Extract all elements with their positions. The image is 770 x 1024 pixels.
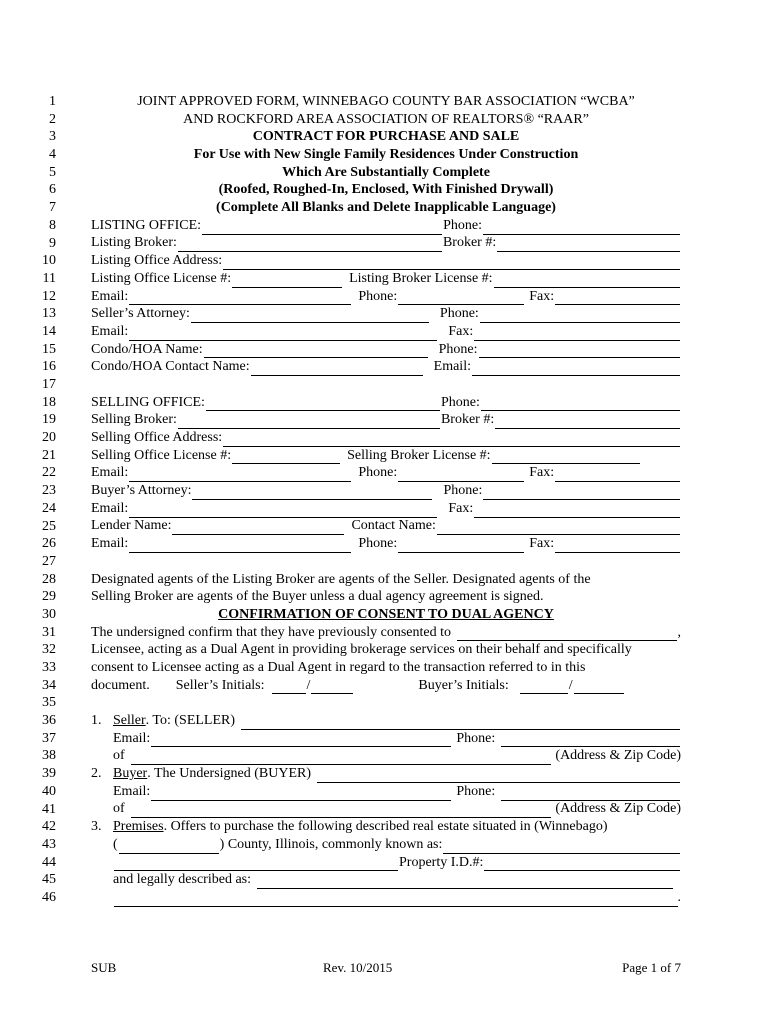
line-number: 20 bbox=[42, 430, 56, 446]
buyer-phone-label: Phone: bbox=[456, 783, 496, 799]
line-number: 18 bbox=[42, 394, 56, 410]
listing-broker-row bbox=[91, 235, 681, 253]
selling-office-license-field[interactable] bbox=[232, 450, 340, 464]
buyer-attorney-label: Buyer’s Attorney: bbox=[91, 483, 192, 499]
header-line-1 bbox=[91, 93, 681, 111]
line-number: 8 bbox=[49, 217, 56, 233]
line-number: 25 bbox=[42, 518, 56, 534]
selling-broker-field[interactable] bbox=[178, 415, 440, 429]
listing-address-label: Listing Office Address: bbox=[91, 253, 223, 269]
dual-agency-heading: CONFIRMATION OF CONSENT TO DUAL AGENCY bbox=[218, 606, 554, 622]
line-number: 3 bbox=[49, 129, 56, 145]
header-line-7 bbox=[91, 199, 681, 217]
seller-email-row bbox=[91, 730, 681, 748]
header-line-3 bbox=[91, 128, 681, 146]
listing-office-label: LISTING OFFICE: bbox=[91, 217, 202, 233]
premises-number: 3. bbox=[91, 819, 102, 835]
buyer-heading: Buyer bbox=[113, 766, 148, 782]
lender-phone-field[interactable] bbox=[398, 539, 524, 553]
seller-name-field[interactable] bbox=[241, 716, 680, 730]
buyer-attorney-email-field[interactable] bbox=[129, 504, 437, 518]
condo-contact-label: Condo/HOA Contact Name: bbox=[91, 359, 250, 375]
line-number: 33 bbox=[42, 660, 56, 675]
selling-email-phone-field[interactable] bbox=[398, 468, 524, 482]
buyer-undersigned-text: . The Undersigned (BUYER) bbox=[147, 766, 312, 782]
header-line-4 bbox=[91, 146, 681, 164]
seller-attorney-email-label: Email: bbox=[91, 323, 129, 339]
seller-attorney-email-field[interactable] bbox=[129, 327, 437, 341]
selling-broker-row bbox=[91, 411, 681, 429]
seller-of-label: of bbox=[113, 748, 125, 764]
line-numbers bbox=[0, 93, 56, 907]
line-number: 31 bbox=[42, 624, 56, 640]
condo-email-label: Email: bbox=[433, 359, 471, 375]
listing-address-field[interactable] bbox=[223, 256, 680, 270]
line-number: 10 bbox=[42, 253, 56, 269]
line-number: 39 bbox=[42, 766, 56, 782]
agency-text-1: Designated agents of the Listing Broker are agents of the Seller. Designated agents of the bbox=[91, 571, 591, 587]
selling-fax-field[interactable] bbox=[555, 468, 680, 482]
selling-address-field[interactable] bbox=[223, 433, 680, 447]
line-number: 44 bbox=[42, 854, 56, 870]
contract-title: CONTRACT FOR PURCHASE AND SALE bbox=[252, 129, 520, 145]
condo-name-row bbox=[91, 341, 681, 359]
county-row bbox=[91, 836, 681, 854]
buyer-attorney-row bbox=[91, 482, 681, 500]
listing-fax-field[interactable] bbox=[555, 291, 680, 305]
line-number: 6 bbox=[49, 182, 56, 198]
lender-name-field[interactable] bbox=[172, 521, 344, 535]
legal-description-row-2 bbox=[91, 889, 681, 907]
selling-email-label: Email: bbox=[91, 465, 129, 481]
agency-comma: , bbox=[677, 624, 681, 640]
buyer-email-field[interactable] bbox=[151, 787, 451, 801]
seller-attorney-email-row bbox=[91, 323, 681, 341]
buyer-attorney-fax-field[interactable] bbox=[474, 504, 680, 518]
condo-name-label: Condo/HOA Name: bbox=[91, 341, 203, 357]
lender-contact-label: Contact Name: bbox=[351, 518, 436, 534]
buyer-attorney-phone-field[interactable] bbox=[483, 486, 680, 500]
condo-name-field[interactable] bbox=[204, 344, 428, 358]
listing-broker-field[interactable] bbox=[178, 238, 442, 252]
line-number: 35 bbox=[42, 695, 56, 711]
selling-office-row bbox=[91, 394, 681, 412]
agency-line-31 bbox=[91, 624, 681, 642]
buyer-attorney-fax-label: Fax: bbox=[448, 500, 474, 516]
line-number: 26 bbox=[42, 536, 56, 552]
blank-row bbox=[91, 694, 681, 712]
condo-contact-field[interactable] bbox=[251, 362, 423, 376]
seller-heading: Seller bbox=[113, 713, 146, 729]
legal-description-row bbox=[91, 871, 681, 889]
agency-document-word: document. bbox=[91, 677, 150, 693]
agency-line-33 bbox=[91, 659, 681, 677]
agency-consent-text: The undersigned confirm that they have previously consented to bbox=[91, 624, 452, 640]
condo-phone-field[interactable] bbox=[479, 344, 681, 358]
lender-email-label: Email: bbox=[91, 536, 129, 552]
buyer-row bbox=[91, 765, 681, 783]
selling-broker-license-field[interactable] bbox=[492, 450, 640, 464]
buyer-address-field[interactable] bbox=[131, 804, 552, 818]
property-id-field[interactable] bbox=[484, 857, 680, 871]
agency-line-28 bbox=[91, 571, 681, 589]
lender-contact-field[interactable] bbox=[437, 521, 680, 535]
seller-attorney-label: Seller’s Attorney: bbox=[91, 306, 190, 322]
seller-attorney-phone-label: Phone: bbox=[439, 306, 479, 322]
seller-phone-label: Phone: bbox=[456, 730, 496, 746]
header-line-5 bbox=[91, 164, 681, 182]
line-number: 4 bbox=[49, 147, 56, 163]
county-open-paren: ( bbox=[113, 836, 118, 852]
seller-email-label: Email: bbox=[113, 730, 151, 746]
listing-phone-label: Phone: bbox=[443, 217, 482, 233]
lender-fax-label: Fax: bbox=[529, 536, 555, 552]
dual-agency-heading-row bbox=[91, 606, 681, 624]
selling-phone-label: Phone: bbox=[440, 394, 480, 410]
seller-phone-field[interactable] bbox=[501, 733, 680, 747]
legal-description-period: . bbox=[677, 889, 681, 905]
seller-attorney-field[interactable] bbox=[191, 309, 429, 323]
line-number: 27 bbox=[42, 553, 56, 569]
form-title-line-1: JOINT APPROVED FORM, WINNEBAGO COUNTY BAR ASSOCIATION “WCBA” bbox=[137, 93, 635, 109]
seller-initials-field-1[interactable] bbox=[272, 680, 306, 694]
buyer-number: 2. bbox=[91, 766, 102, 782]
seller-to-text: . To: (SELLER) bbox=[145, 713, 236, 729]
seller-attorney-phone-field[interactable] bbox=[480, 309, 680, 323]
line-number: 21 bbox=[42, 447, 56, 463]
lender-phone-label: Phone: bbox=[358, 536, 398, 552]
selling-address-row bbox=[91, 429, 681, 447]
footer-page-number: Page 1 of 7 bbox=[622, 960, 681, 975]
condo-phone-label: Phone: bbox=[438, 341, 478, 357]
seller-initials-field-2[interactable] bbox=[311, 680, 353, 694]
buyer-initials-slash: / bbox=[568, 677, 573, 693]
listing-email-phone-label: Phone: bbox=[358, 288, 398, 304]
line-number: 34 bbox=[42, 677, 56, 693]
buyer-address-row bbox=[91, 801, 681, 819]
listing-broker-license-label: Listing Broker License #: bbox=[349, 270, 493, 286]
listing-broker-num-label: Broker #: bbox=[442, 235, 497, 251]
subtitle-1: For Use with New Single Family Residences Under Construction bbox=[193, 147, 579, 163]
property-id-label: Property I.D.#: bbox=[399, 854, 484, 870]
agency-text-4: consent to Licensee acting as a Dual Agent in regard to the transaction referred to in this bbox=[91, 659, 586, 675]
line-number: 43 bbox=[42, 836, 56, 852]
seller-address-zip-label: (Address & Zip Code) bbox=[555, 748, 681, 764]
line-number: 2 bbox=[49, 111, 56, 127]
page-footer bbox=[91, 960, 681, 978]
line-number: 38 bbox=[42, 748, 56, 764]
dual-agent-name-field[interactable] bbox=[457, 627, 676, 641]
buyer-attorney-phone-label: Phone: bbox=[443, 483, 483, 499]
seller-initials-slash: / bbox=[306, 677, 311, 693]
line-number: 12 bbox=[42, 288, 56, 304]
line-number: 16 bbox=[42, 359, 56, 375]
seller-address-row bbox=[91, 747, 681, 765]
agency-line-32 bbox=[91, 641, 681, 659]
selling-fax-label: Fax: bbox=[529, 465, 555, 481]
seller-attorney-row bbox=[91, 305, 681, 323]
listing-office-row bbox=[91, 217, 681, 235]
initials-row bbox=[91, 677, 681, 695]
listing-email-row bbox=[91, 288, 681, 306]
listing-email-field[interactable] bbox=[129, 291, 351, 305]
line-number: 11 bbox=[42, 270, 56, 286]
line-number: 15 bbox=[42, 341, 56, 357]
buyer-initials-field-2[interactable] bbox=[574, 680, 624, 694]
buyer-email-row bbox=[91, 783, 681, 801]
seller-address-field[interactable] bbox=[131, 751, 552, 765]
line-number: 7 bbox=[49, 200, 56, 216]
seller-attorney-fax-label: Fax: bbox=[448, 323, 474, 339]
line-number: 28 bbox=[42, 571, 56, 587]
listing-office-license-label: Listing Office License #: bbox=[91, 270, 232, 286]
buyer-attorney-field[interactable] bbox=[192, 486, 432, 500]
listing-phone-field[interactable] bbox=[483, 221, 680, 235]
line-number: 32 bbox=[42, 642, 56, 658]
agency-line-29 bbox=[91, 588, 681, 606]
line-number: 24 bbox=[42, 500, 56, 516]
lender-email-field[interactable] bbox=[129, 539, 351, 553]
buyer-email-label: Email: bbox=[113, 783, 151, 799]
line-number: 41 bbox=[42, 801, 56, 817]
selling-email-row bbox=[91, 464, 681, 482]
selling-office-field[interactable] bbox=[206, 397, 440, 411]
buyer-initials-label: Buyer’s Initials: bbox=[418, 677, 509, 693]
buyer-address-zip-label: (Address & Zip Code) bbox=[555, 801, 681, 817]
header-line-6 bbox=[91, 181, 681, 199]
form-body bbox=[91, 93, 681, 907]
line-number: 19 bbox=[42, 412, 56, 428]
blank-row bbox=[91, 376, 681, 394]
seller-initials-label: Seller’s Initials: bbox=[175, 677, 265, 693]
premises-row bbox=[91, 818, 681, 836]
line-number: 17 bbox=[42, 377, 56, 392]
form-title-line-2: AND ROCKFORD AREA ASSOCIATION OF REALTORS® “RAAR” bbox=[183, 111, 589, 127]
buyer-phone-field[interactable] bbox=[501, 787, 680, 801]
listing-address-row bbox=[91, 252, 681, 270]
line-number: 29 bbox=[42, 589, 56, 605]
line-number: 37 bbox=[42, 730, 56, 746]
selling-office-label: SELLING OFFICE: bbox=[91, 394, 205, 410]
county-field[interactable] bbox=[119, 840, 219, 854]
listing-license-row bbox=[91, 270, 681, 288]
line-number: 45 bbox=[42, 872, 56, 888]
line-number: 1 bbox=[49, 94, 56, 109]
selling-broker-num-label: Broker #: bbox=[440, 412, 495, 428]
selling-office-license-label: Selling Office License #: bbox=[91, 447, 232, 463]
header-line-2 bbox=[91, 111, 681, 129]
legal-description-field-2[interactable] bbox=[114, 893, 678, 907]
line-number: 5 bbox=[49, 164, 56, 180]
legal-description-label: and legally described as: bbox=[113, 872, 252, 888]
selling-broker-label: Selling Broker: bbox=[91, 412, 177, 428]
line-number: 22 bbox=[42, 465, 56, 481]
subtitle-3: (Roofed, Roughed-In, Enclosed, With Finished Drywall) bbox=[218, 182, 554, 198]
line-number: 13 bbox=[42, 306, 56, 322]
listing-email-label: Email: bbox=[91, 288, 129, 304]
line-number: 36 bbox=[42, 713, 56, 729]
buyer-name-field[interactable] bbox=[317, 769, 680, 783]
seller-row bbox=[91, 712, 681, 730]
selling-broker-num-field[interactable] bbox=[495, 415, 680, 429]
seller-email-field[interactable] bbox=[151, 733, 451, 747]
line-number: 40 bbox=[42, 783, 56, 799]
listing-broker-num-field[interactable] bbox=[497, 238, 680, 252]
listing-broker-label: Listing Broker: bbox=[91, 235, 177, 251]
selling-broker-license-label: Selling Broker License #: bbox=[347, 447, 491, 463]
lender-row bbox=[91, 518, 681, 536]
legal-description-field[interactable] bbox=[257, 875, 673, 889]
agency-text-3: Licensee, acting as a Dual Agent in providing brokerage services on their behalf and specifically bbox=[91, 642, 632, 658]
line-number: 42 bbox=[42, 819, 56, 835]
lender-name-label: Lender Name: bbox=[91, 518, 172, 534]
buyer-attorney-email-row bbox=[91, 500, 681, 518]
buyer-initials-field-1[interactable] bbox=[520, 680, 568, 694]
line-number: 14 bbox=[42, 323, 56, 339]
subtitle-2: Which Are Substantially Complete bbox=[282, 164, 490, 180]
subtitle-4: (Complete All Blanks and Delete Inapplicable Language) bbox=[216, 200, 556, 216]
selling-license-row bbox=[91, 447, 681, 465]
premises-text: . Offers to purchase the following described real estate situated in (Winnebago) bbox=[163, 819, 608, 835]
seller-attorney-fax-field[interactable] bbox=[474, 327, 680, 341]
selling-phone-field[interactable] bbox=[481, 397, 680, 411]
selling-email-field[interactable] bbox=[129, 468, 351, 482]
listing-broker-license-field[interactable] bbox=[494, 274, 680, 288]
listing-fax-label: Fax: bbox=[529, 288, 555, 304]
seller-number: 1. bbox=[91, 713, 102, 729]
agency-text-2: Selling Broker are agents of the Buyer unless a dual agency agreement is signed. bbox=[91, 589, 544, 605]
blank-row bbox=[91, 553, 681, 571]
buyer-of-label: of bbox=[113, 801, 125, 817]
condo-contact-row bbox=[91, 358, 681, 376]
common-address-field[interactable] bbox=[443, 840, 680, 854]
footer-revision: Rev. 10/2015 bbox=[323, 960, 393, 975]
premises-heading: Premises bbox=[113, 819, 164, 835]
common-address-field-2[interactable] bbox=[114, 857, 398, 871]
line-number: 23 bbox=[42, 483, 56, 499]
footer-form-code: SUB bbox=[91, 960, 117, 975]
selling-address-label: Selling Office Address: bbox=[91, 430, 223, 446]
listing-email-phone-field[interactable] bbox=[398, 291, 524, 305]
selling-email-phone-label: Phone: bbox=[358, 465, 398, 481]
lender-email-row bbox=[91, 535, 681, 553]
lender-fax-field[interactable] bbox=[555, 539, 680, 553]
line-number: 9 bbox=[49, 235, 56, 251]
line-number: 46 bbox=[42, 889, 56, 905]
property-id-row bbox=[91, 854, 681, 872]
county-text: ) County, Illinois, commonly known as: bbox=[219, 836, 443, 852]
buyer-attorney-email-label: Email: bbox=[91, 500, 129, 516]
condo-email-field[interactable] bbox=[472, 362, 680, 376]
listing-office-license-field[interactable] bbox=[232, 274, 342, 288]
line-number: 30 bbox=[42, 606, 56, 622]
listing-office-field[interactable] bbox=[202, 221, 442, 235]
